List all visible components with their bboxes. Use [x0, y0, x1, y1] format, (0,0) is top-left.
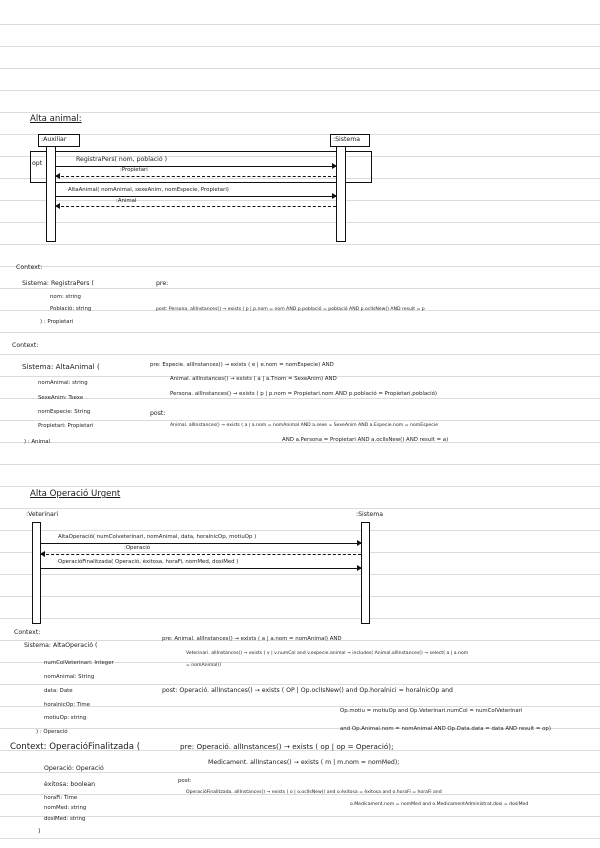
- return-arrow-operacio: [41, 554, 361, 555]
- message-operacio-finalitzada: OperacióFinalitzada( Operació, èxitosa, horaFi, nomMed, dosiMed ): [58, 559, 239, 565]
- ctx3-label: Context:: [14, 629, 41, 636]
- lifeline-auxiliar: [46, 146, 56, 242]
- ctx2-line: ) : Animal: [24, 439, 51, 445]
- opt-label: opt: [32, 160, 43, 167]
- ctx3-line: nomAnimal: String: [44, 674, 95, 680]
- ctx4-line: horaFi: Time: [44, 795, 78, 801]
- ctx2-line: Sistema: AltaAnimal (: [22, 362, 100, 371]
- ctx3-post-line: and Op.Animal.nom = nomAnimal AND Op.Data.data = data AND result = op): [340, 726, 551, 732]
- ctx2-post-line: AND a.Persona = Propietari AND a.oclIsNew() AND result = a): [282, 437, 449, 443]
- ctx2-pre-line: Animal. allInstances() → exists ( a | a.Tnom = SexeAnim) AND: [170, 376, 337, 382]
- return-propietari: :Propietari: [120, 167, 148, 173]
- actor-label-veterinari: :Veterinari: [26, 511, 59, 518]
- ctx1-line: Població: string: [50, 306, 92, 312]
- return-arrow-animal: [56, 206, 336, 207]
- ctx1-line: Sistema: RegistraPers (: [22, 280, 94, 287]
- message-registra-pers: RegistraPers( nom, població ): [76, 156, 168, 163]
- actor-box-auxiliar: [38, 134, 80, 147]
- ctx2-post-line: post:: [150, 410, 166, 417]
- ctx2-label: Context:: [12, 342, 39, 349]
- return-animal: :Animal: [116, 198, 137, 204]
- ctx3-pre-line: pre: Animal. allInstances() → exists ( a | a.nom = nomAnimal) AND: [162, 636, 342, 642]
- actor-label-sistema: :Sistema: [333, 136, 361, 143]
- ctx3-line: Sistema: AltaOperació (: [24, 642, 98, 649]
- ctx2-post-line: Animal. allInstances() → exists ( a | a.nom = nomAnimal AND a.sexe = SexeAnim AND a.Especie.nom = nomEspecie: [170, 423, 438, 428]
- ctx3-line: ) : Operació: [36, 729, 68, 735]
- arrow-alta-operacio: [41, 543, 361, 544]
- ctx4-line: Operació: Operació: [44, 765, 104, 772]
- ctx3-line: motiuOp: string: [44, 715, 87, 721]
- ctx2-pre-line: Persona. allInstances() → exists ( p | p.nom = Propietari.nom AND p.població = Propietari.població): [170, 391, 438, 397]
- message-alta-animal: AltaAnimal( nomAnimal, sexeAnim, nomEspecie, Propietari): [68, 187, 229, 193]
- arrow-operacio-finalitzada: [41, 568, 361, 569]
- ctx2-line: SexeAnim: Tsexe: [38, 395, 84, 401]
- ctx3-line: numColVeterinari: Integer: [44, 660, 114, 666]
- ctx4-post-line: o.Medicament.nom = nomMed and o.MedicamentAdministrat.dosi = dosiMed: [350, 802, 529, 807]
- ctx3-line: data: Date: [44, 688, 73, 694]
- ctx3-pre-line: = nomAnimal)): [186, 663, 221, 668]
- message-alta-operacio: AltaOperació( numColveterinari, nomAnimal, data, horalnicOp, motiuOp ): [58, 534, 257, 540]
- ctx4-pre-line: Medicament. allInstances() → exists ( m | m.nom = nomMed);: [208, 759, 400, 766]
- ctx2-line: nomEspecie: String: [38, 409, 91, 415]
- section-title-alta-animal: Alta animal:: [30, 114, 82, 124]
- arrow-alta-animal: [56, 196, 336, 197]
- return-operacio: :Operació: [124, 545, 151, 551]
- ctx1-post: post: Persona. allInstances() → exists ( p | p.nom = nom AND p.població = població AND p.oclIsNew() AND result = p: [156, 307, 425, 312]
- ctx1-line: ) : Propietari: [40, 319, 74, 325]
- lifeline-veterinari: [32, 522, 41, 624]
- return-arrow-propietari: [56, 176, 336, 177]
- ctx3-post-line: Op.motiu = motiuOp and Op.Veterinari.numCol = numColVeterinari: [340, 708, 523, 714]
- ctx4-line: èxitosa: boolean: [44, 781, 96, 788]
- ctx4-line: nomMed: string: [44, 805, 87, 811]
- ctx1-label: Context:: [16, 264, 43, 271]
- actor-label-auxiliar: :Auxiliar: [41, 136, 67, 143]
- lifeline-sistema-2: [361, 522, 370, 624]
- section-title-alta-operacio: Alta Operació Urgent: [30, 489, 121, 499]
- opt-frame-tab: [30, 151, 47, 181]
- arrow-registra-pers: [56, 166, 336, 167]
- lifeline-sistema: [336, 146, 346, 242]
- ctx4-post-line: OperacióFinalitzada. allInstances() → exists ( o | o.oclIsNew() and o.èxitosa = èxitosa and o.horaFi = horaFi and: [186, 790, 442, 795]
- ctx2-line: nomAnimal: string: [38, 380, 88, 386]
- ctx4-post-line: post:: [178, 778, 192, 784]
- ctx4-pre-line: pre: Operació. allInstances() → exists ( op | op = Operació);: [180, 742, 394, 751]
- ctx4-label: Context: OperacióFinalitzada (: [10, 742, 141, 752]
- ctx1-pre: pre:: [156, 280, 169, 287]
- ctx4-line: ): [38, 828, 41, 835]
- ctx1-line: nom: string: [50, 294, 81, 300]
- ctx4-line: dosiMed: string: [44, 816, 86, 822]
- actor-label-sistema-2: :Sistema: [356, 511, 384, 518]
- ctx2-pre-line: pre: Especie. allInstances() → exists ( e | e.nom = nomEspecie) AND: [150, 362, 334, 368]
- ctx2-line: Propietari: Propietari: [38, 423, 94, 429]
- ctx3-post-line: post: Operació. allInstances() → exists ( OP | Op.oclIsNew() and Op.horalnici = horalnicOp and: [162, 687, 453, 694]
- ctx3-pre-line: Veterinari. allInstances() → exists ( v | v.numCol and v.especie.animal → includes( Animal.allInstances() → select( a | a.nom: [186, 651, 469, 656]
- ctx3-line: horalnicOp: Time: [44, 702, 90, 708]
